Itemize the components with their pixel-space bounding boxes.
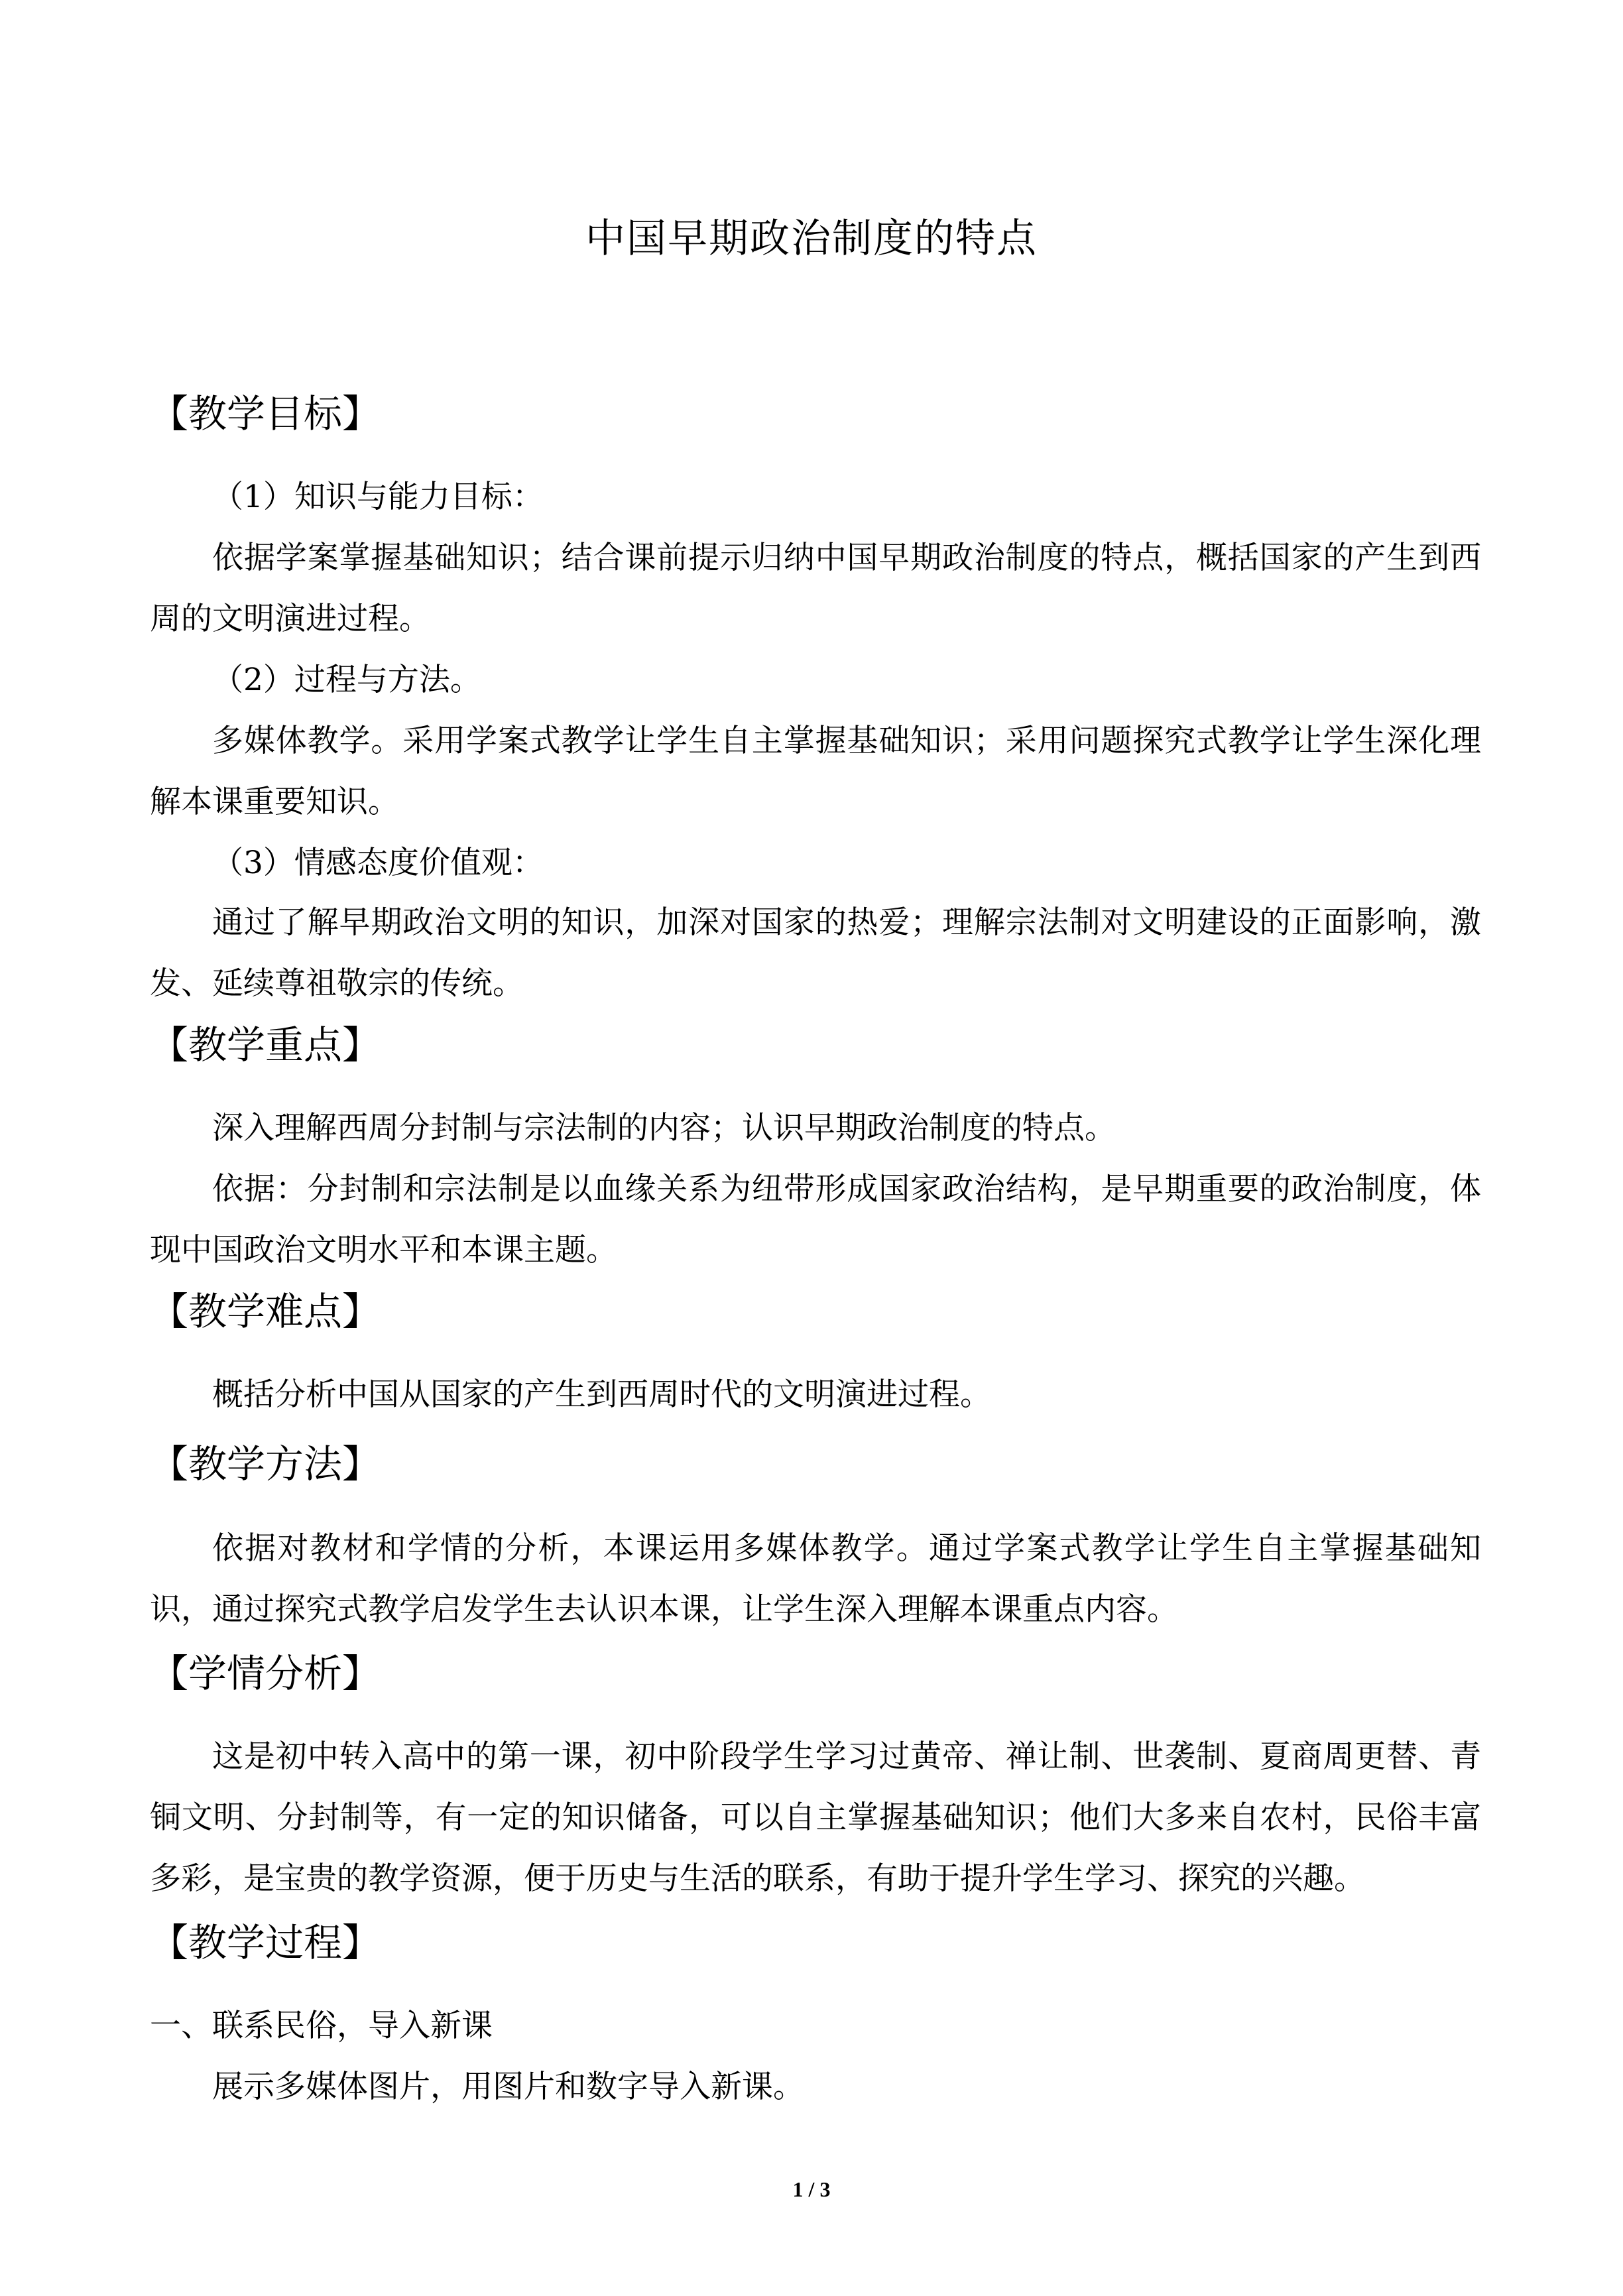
- key-points-text: 深入理解西周分封制与宗法制的内容；认识早期政治制度的特点。: [212, 1110, 1116, 1146]
- section-heading-objectives: 【教学目标】: [150, 391, 381, 436]
- analysis-text: 这是初中转入高中的第一课，初中阶段学生学习过黄帝、禅让制、世袭制、夏商周更替、青铜文明、分封制等，有一定的知识储备，可以自主掌握基础知识；他们大多来自农村，民俗丰富多彩，是宝贵的教学资源，便于历史与生活的联系，有助于提升学生学习、探究的兴趣。: [150, 1738, 1481, 1897]
- objective-item3-text: 通过了解早期政治文明的知识，加深对国家的热爱；理解宗法制对文明建设的正面影响，激发、延续尊祖敬宗的传统。: [150, 904, 1481, 1002]
- difficulties-text: 概括分析中国从国家的产生到西周时代的文明演进过程。: [212, 1376, 991, 1413]
- key-points-basis: 依据：分封制和宗法制是以血缘关系为纽带形成国家政治结构，是早期重要的政治制度，体现中国政治文明水平和本课主题。: [150, 1171, 1481, 1268]
- page-title: 中国早期政治制度的特点: [585, 215, 1038, 262]
- page-number: 1 / 3: [792, 2177, 831, 2201]
- objective-item1-label: （1）知识与能力目标：: [212, 479, 544, 515]
- process-step1-title: 一、联系民俗，导入新课: [150, 2008, 493, 2044]
- objective-item2-text: 多媒体教学。采用学案式教学让学生自主掌握基础知识；采用问题探究式教学让学生深化理解本课重要知识。: [150, 723, 1481, 820]
- section-heading-analysis: 【学情分析】: [150, 1651, 381, 1696]
- section-heading-process: 【教学过程】: [150, 1920, 381, 1965]
- section-heading-key-points: 【教学重点】: [150, 1022, 381, 1067]
- objective-item2-label: （2）过程与方法。: [212, 662, 481, 698]
- objective-item3-label: （3）情感态度价值观：: [212, 845, 544, 881]
- methods-text: 依据对教材和学情的分析，本课运用多媒体教学。通过学案式教学让学生自主掌握基础知识，通过探究式教学启发学生去认识本课，让学生深入理解本课重点内容。: [150, 1530, 1481, 1628]
- process-step1-text: 展示多媒体图片，用图片和数字导入新课。: [212, 2069, 804, 2105]
- objective-item1-text: 依据学案掌握基础知识；结合课前提示归纳中国早期政治制度的特点，概括国家的产生到西周的文明演进过程。: [150, 540, 1481, 637]
- section-heading-difficulties: 【教学难点】: [150, 1289, 381, 1334]
- section-heading-methods: 【教学方法】: [150, 1441, 381, 1486]
